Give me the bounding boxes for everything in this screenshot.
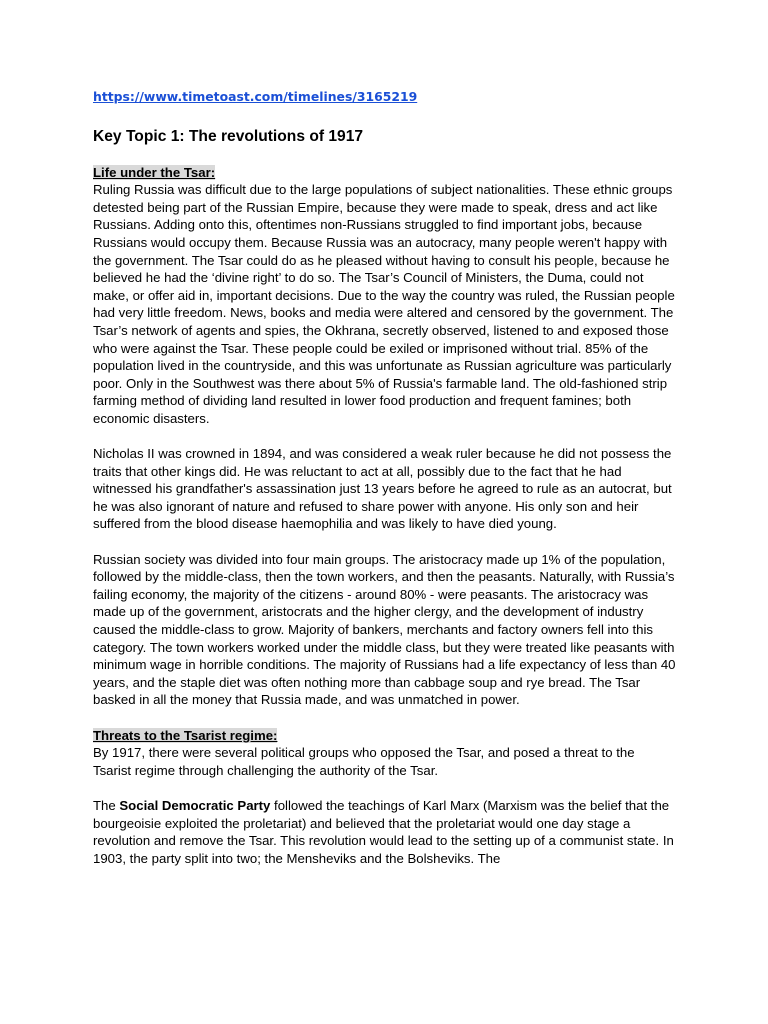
paragraph-threats-intro: By 1917, there were several political groups who opposed the Tsar, and posed a threat to the Tsarist regime through challenging the authority of the Tsar. <box>93 745 635 778</box>
party-name-bold: Social Democratic Party <box>119 797 271 813</box>
paragraph-subject-nationalities: Ruling Russia was difficult due to the large populations of subject nationalities. These ethnic groups detested being part of the Russian Empire, because they were made to speak, dress and act like Russians. Adding onto this, oftentimes non-Russians struggled to find important jobs, because Russians would occupy them. Because Russia was an autocracy, many people weren't happy with the government. The Tsar could do as he pleased without having to consult his people, because he believed he had the ‘divine right’ to do so. The Tsar’s Council of Ministers, the Duma, could not make, or offer aid in, important decisions. Due to the way the country was ruled, the Russian people had very little freedom. News, books and media were altered and censored by the government. The Tsar’s network of agents and spies, the Okhrana, secretly observed, listened to and exposed those who were against the Tsar. These people could be exiled or imprisoned without trial. 85% of the population lived in the countryside, and this was unfortunate as Russian agriculture was particularly poor. Only in the Southwest was there about 5% of Russia's farmable land. The old-fashioned strip farming method of dividing land resulted in lower food production and frequent famines; both economic disasters. <box>93 182 675 426</box>
page-title: Key Topic 1: The revolutions of 1917 <box>93 127 364 145</box>
timeline-link[interactable]: https://www.timetoast.com/timelines/3165219 <box>93 89 418 104</box>
paragraph-lead-text: The <box>93 797 120 813</box>
paragraph-body-text: followed the teachings of Karl Marx (Marxism was the belief that the bourgeoisie exploited the proletariat) and believed that the proletariat would one day stage a revolution and remove the Tsar. This revolution would lead to the setting up of a communist state. In 1903, the party split into two; the Mensheviks and the Bolsheviks. The <box>93 797 674 866</box>
section-heading-life-under-tsar: Life under the Tsar: <box>93 164 216 180</box>
paragraph-social-democratic-party <box>93 797 676 867</box>
section-heading-threats: Threats to the Tsarist regime: <box>93 727 278 743</box>
paragraph-russian-society: Russian society was divided into four main groups. The aristocracy made up 1% of the population, followed by the middle-class, then the town workers, and then the peasants. Naturally, with Russia’s failing economy, the majority of the citizens - around 80% - were peasants. The aristocracy was made up of the government, aristocrats and the higher clergy, and the development of industry caused the middle-class to grow. Majority of bankers, merchants and factory owners fell into this category. The town workers worked under the middle class, but they were treated like peasants with minimum wage in horrible conditions. The majority of Russians had a life expectancy of less than 40 years, and the staple diet was often nothing more than cabbage soup and rye bread. The Tsar basked in all the money that Russia made, and was unmatched in power. <box>93 551 676 708</box>
section-heading-wrap <box>93 727 676 745</box>
paragraph-nicholas-ii: Nicholas II was crowned in 1894, and was considered a weak ruler because he did not possess the traits that other kings did. He was reluctant to act at all, possibly due to the fact that he had witnessed his grandfather's assassination just 13 years before he agreed to rule as an autocrat, but he was also ignorant of nature and refused to share power with anyone. His only son and heir suffered from the blood disease haemophilia and was likely to have died young. <box>93 446 672 532</box>
document-page <box>93 88 676 867</box>
section-heading-wrap <box>93 164 676 182</box>
